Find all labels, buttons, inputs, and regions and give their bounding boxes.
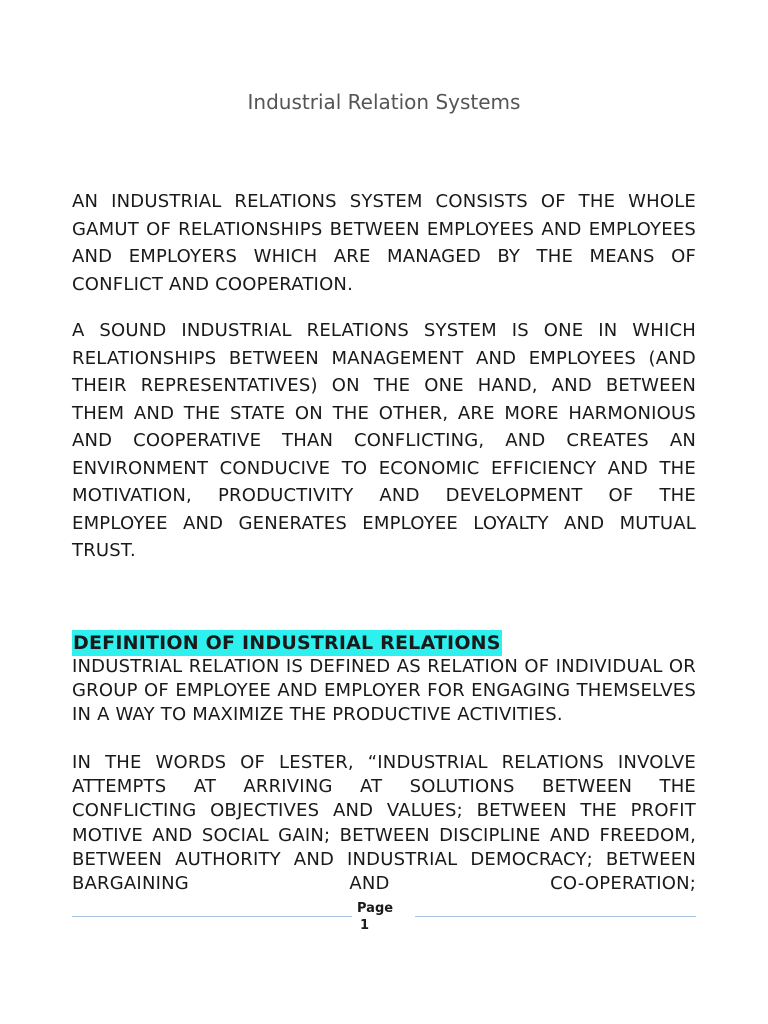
page-number <box>357 900 413 934</box>
footer-rule-right <box>415 916 696 917</box>
footer-rule-left <box>72 916 352 917</box>
page-number-value: 1 <box>360 918 370 933</box>
paragraph-sound-system: A SOUND INDUSTRIAL RELATIONS SYSTEM IS ONE IN WHICH RELATIONSHIPS BETWEEN MANAGEMENT AND EMPLOYEES (AND THEIR REPRESENTATIVES) ON THE ONE HAND, AND BETWEEN THEM AND THE STATE ON THE OTHER, ARE MORE HARMONIOUS AND COOPERATIVE THAN CONFLICTING, AND CREATES AN ENVIRONMENT CONDUCIVE TO ECONOMIC EFFICIENCY AND THE MOTIVATION, PRODUCTIVITY AND DEVELOPMENT OF THE EMPLOYEE AND GENERATES EMPLOYEE LOYALTY AND MUTUAL TRUST. <box>72 320 696 561</box>
paragraph-overview: AN INDUSTRIAL RELATIONS SYSTEM CONSISTS OF THE WHOLE GAMUT OF RELATIONSHIPS BETWEEN EMPLOYEES AND EMPLOYEES AND EMPLOYERS WHICH ARE MANAGED BY THE MEANS OF CONFLICT AND COOPERATION. <box>72 191 696 295</box>
document-title: Industrial Relation Systems <box>247 90 521 114</box>
definition-heading: DEFINITION OF INDUSTRIAL RELATIONS <box>73 632 501 654</box>
paragraph-lester-quote: IN THE WORDS OF LESTER, “INDUSTRIAL RELATIONS INVOLVE ATTEMPTS AT ARRIVING AT SOLUTIONS BETWEEN THE CONFLICTING OBJECTIVES AND VALUES; BETWEEN THE PROFIT MOTIVE AND SOCIAL GAIN; BETWEEN DISCIPLINE AND FREEDOM, BETWEEN AUTHORITY AND INDUSTRIAL DEMOCRACY; BETWEEN BARGAINING AND CO-OPERATION; <box>72 752 696 895</box>
page-label: Page <box>357 901 394 916</box>
paragraph-definition: INDUSTRIAL RELATION IS DEFINED AS RELATION OF INDIVIDUAL OR GROUP OF EMPLOYEE AND EMPLOYER FOR ENGAGING THEMSELVES IN A WAY TO MAXIMIZE THE PRODUCTIVE ACTIVITIES. <box>72 656 696 726</box>
